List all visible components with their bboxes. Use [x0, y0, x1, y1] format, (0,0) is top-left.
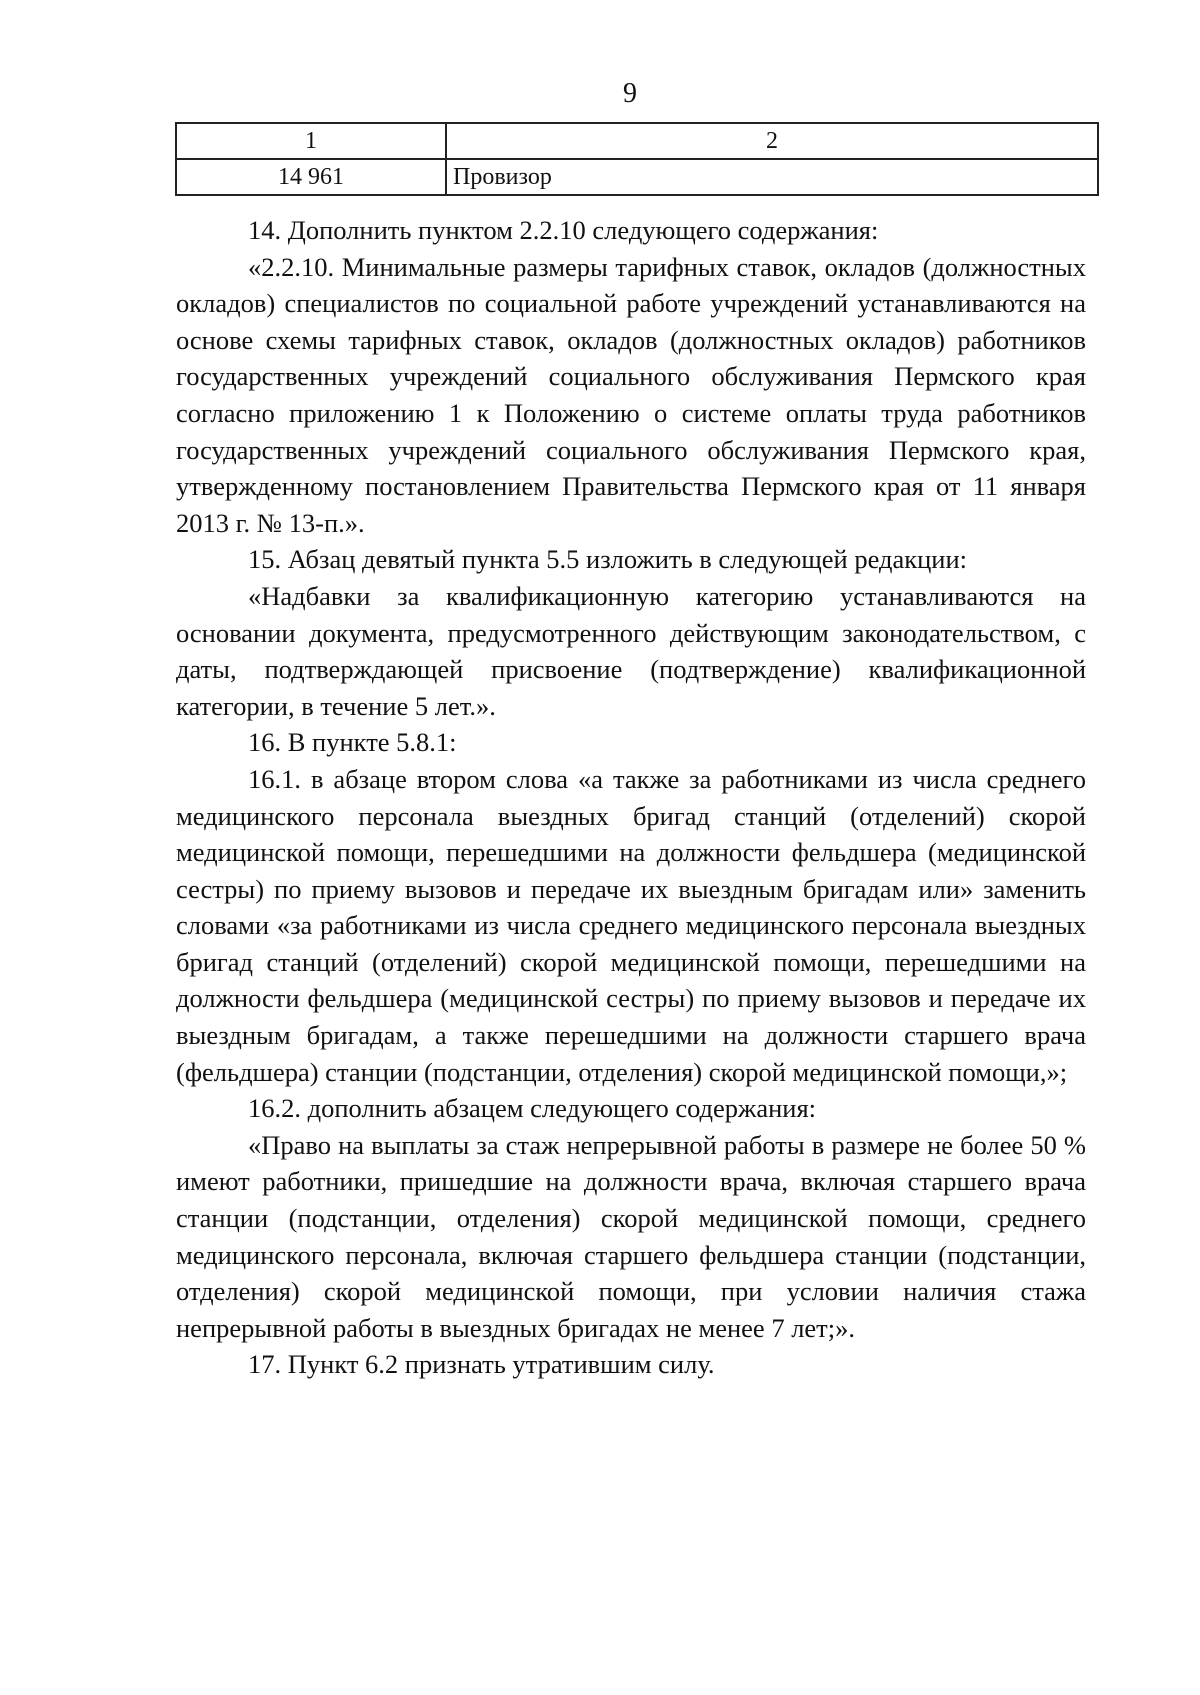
- table-header-row: [176, 123, 1098, 159]
- page-number: 9: [623, 78, 637, 109]
- paragraph-item-16-2: 16.2. дополнить абзацем следующего содержания:: [248, 1093, 817, 1124]
- paragraph-item-14: 14. Дополнить пунктом 2.2.10 следующего содержания:: [248, 215, 879, 245]
- paragraph-quote-seniority: «Право на выплаты за стаж непрерывной работы в размере не более 50 % имеют работники, пришедшие на должности врача, включая старшего врача станции (подстанции, отделения) скорой медицинской помощи, среднего медицинского персонала, включая старшего фельдшера станции (подстанции, отделения) скорой медицинской помощи, при условии наличия стажа непрерывной работы в выездных бригадах не менее 7 лет;».: [176, 1129, 1086, 1343]
- table-cell-position: Провизор: [446, 159, 1098, 195]
- paragraph-item-16-1: 16.1. в абзаце втором слова «а также за работниками из числа среднего медицинского персонала выездных бригад станций (отделений) скорой медицинской помощи, перешедшими на должности фельдшера (медицинской сестры) по приему вызовов и передаче их выездным бригадам или» заменить словами «за работниками из числа среднего медицинского персонала выездных бригад станций (отделений) скорой медицинской помощи, перешедшими на должности фельдшера (медицинской сестры) по приему вызовов и передаче их выездным бригадам, а также перешедшими на должности старшего врача (фельдшера) станции (подстанции, отделения) скорой медицинской помощи,»;: [176, 763, 1086, 1087]
- table-header-cell: 1: [176, 123, 446, 159]
- paragraph-item-17: 17. Пункт 6.2 признать утратившим силу.: [248, 1349, 715, 1380]
- table-header-cell: 2: [446, 123, 1098, 159]
- table-cell-code: 14 961: [176, 159, 446, 195]
- paragraph-item-15: 15. Абзац девятый пункта 5.5 изложить в следующей редакции:: [248, 544, 968, 575]
- paragraph-quote-2-2-10: «2.2.10. Минимальные размеры тарифных ставок, окладов (должностных окладов) специалистов по социальной работе учреждений устанавливаются на основе схемы тарифных ставок, окладов (должностных окладов) работников государственных учреждений социального обслуживания Пермского края согласно приложению 1 к Положению о системе оплаты труда работников государственных учреждений социального обслуживания Пермского края, утвержденному постановлением Правительства Пермского края от 11 января 2013 г. № 13-п.».: [176, 251, 1086, 538]
- positions-table: [175, 122, 1099, 196]
- table-row: [176, 159, 1098, 195]
- paragraph-quote-allowances: «Надбавки за квалификационную категорию устанавливаются на основании документа, предусмотренного действующим законодательством, с даты, подтверждающей присвоение (подтверждение) квалификационной категории, в течение 5 лет.».: [176, 580, 1086, 721]
- document-body: [176, 212, 1086, 1383]
- paragraph-item-16: 16. В пункте 5.8.1:: [248, 727, 457, 758]
